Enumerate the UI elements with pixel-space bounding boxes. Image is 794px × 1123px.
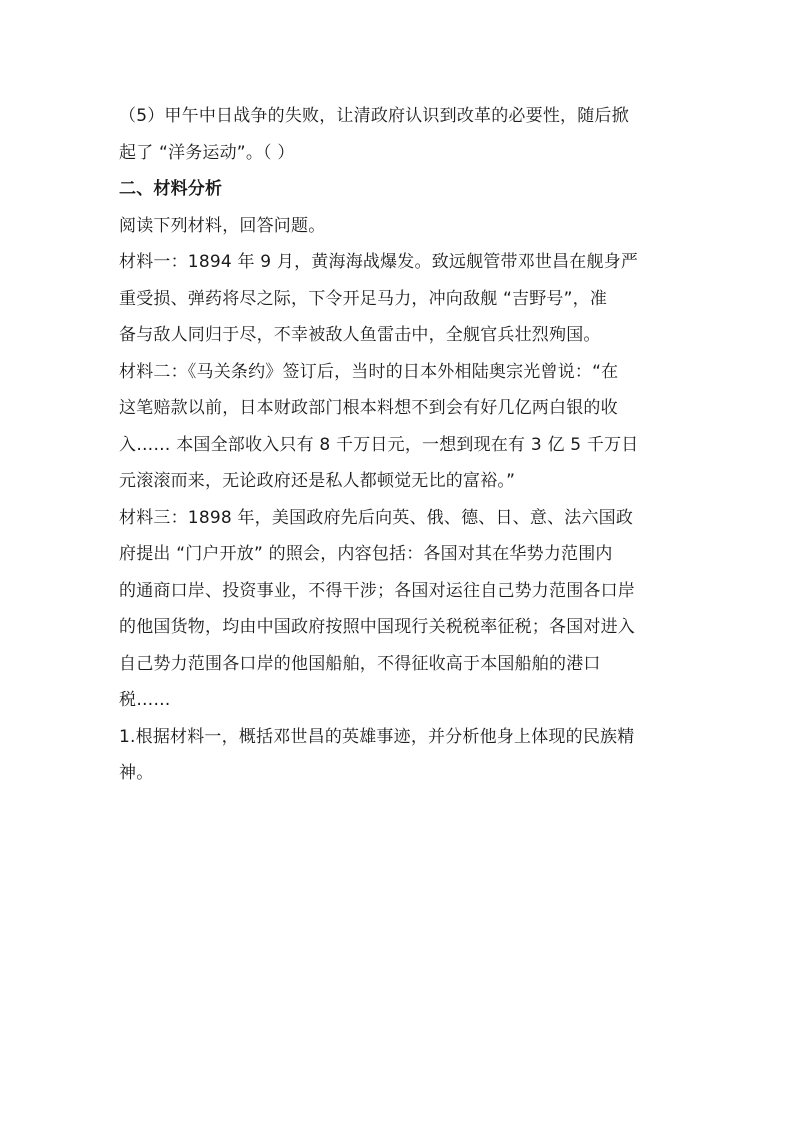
text-line-content: 的他国货物，均由中国政府按照中国现行关税税率征税；各国对进入: [119, 617, 635, 637]
text-line-content: 重受损、弹药将尽之际，下令开足马力，冲向敌舰 “吉野号”，准: [119, 288, 608, 309]
text-line-content: 元滚滚而来，无论政府还是私人都顿觉无比的富裕。”: [119, 471, 516, 491]
instruction-line: [119, 208, 679, 245]
material-2-line-1: [119, 354, 679, 391]
question-text: 神。: [119, 763, 154, 783]
material-3-line-4: [119, 609, 679, 646]
text-line-content: 府提出 “门户开放” 的照会，内容包括：各国对其在华势力范围内: [119, 544, 613, 564]
text-line-2: [119, 135, 679, 172]
material-1-line-3: [119, 317, 679, 354]
text-line-1: [119, 98, 679, 135]
material-3-line-2: [119, 536, 679, 573]
text-line-content: 材料一：1894 年 9 月，黄海海战爆发。致远舰管带邓世昌在舰身严: [119, 252, 639, 272]
material-3-line-5: [119, 646, 679, 683]
material-3-line-6: [119, 682, 679, 719]
question-text: 1.根据材料一，概括邓世昌的英雄事迹，并分析他身上体现的民族精: [119, 726, 635, 747]
section-heading-text: 二、材料分析: [119, 179, 223, 199]
material-3-line-1: [119, 500, 679, 537]
question-1-line-2: [119, 755, 679, 792]
document-body: [119, 98, 679, 792]
material-2-line-3: [119, 427, 679, 464]
text-line-content: 材料二：《马关条约》签订后，当时的日本外相陆奥宗光曾说：“在: [119, 361, 619, 382]
text-line-content: 税……: [119, 690, 171, 710]
text-line-content: 这笔赔款以前，日本财政部门根本料想不到会有好几亿两白银的收: [119, 398, 618, 418]
question-1-line-1: [119, 719, 679, 756]
section-heading: [119, 171, 679, 208]
text-line-content: 备与敌人同归于尽，不幸被敌人鱼雷击中，全舰官兵壮烈殉国。: [119, 325, 601, 345]
text-line-content: 的通商口岸、投资事业，不得干涉；各国对运往自己势力范围各口岸: [119, 580, 635, 601]
text-line-content: 材料三：1898 年，美国政府先后向英、俄、德、日、意、法六国政: [119, 507, 634, 528]
material-2-line-4: [119, 463, 679, 500]
material-2-line-2: [119, 390, 679, 427]
text-line-content: 入…… 本国全部收入只有 8 千万日元，一想到现在有 3 亿 5 千万日: [119, 434, 639, 455]
material-3-line-3: [119, 573, 679, 610]
text-line-content: （5）甲午中日战争的失败，让清政府认识到改革的必要性，随后掀: [119, 106, 629, 126]
material-1-line-2: [119, 281, 679, 318]
text-line-content: 自己势力范围各口岸的他国船舶，不得征收高于本国船舶的港口: [119, 653, 601, 674]
instruction-text: 阅读下列材料，回答问题。: [119, 215, 326, 236]
material-1-line-1: [119, 244, 679, 281]
text-line-content: 起了 “洋务运动”。（ ）: [119, 142, 295, 163]
